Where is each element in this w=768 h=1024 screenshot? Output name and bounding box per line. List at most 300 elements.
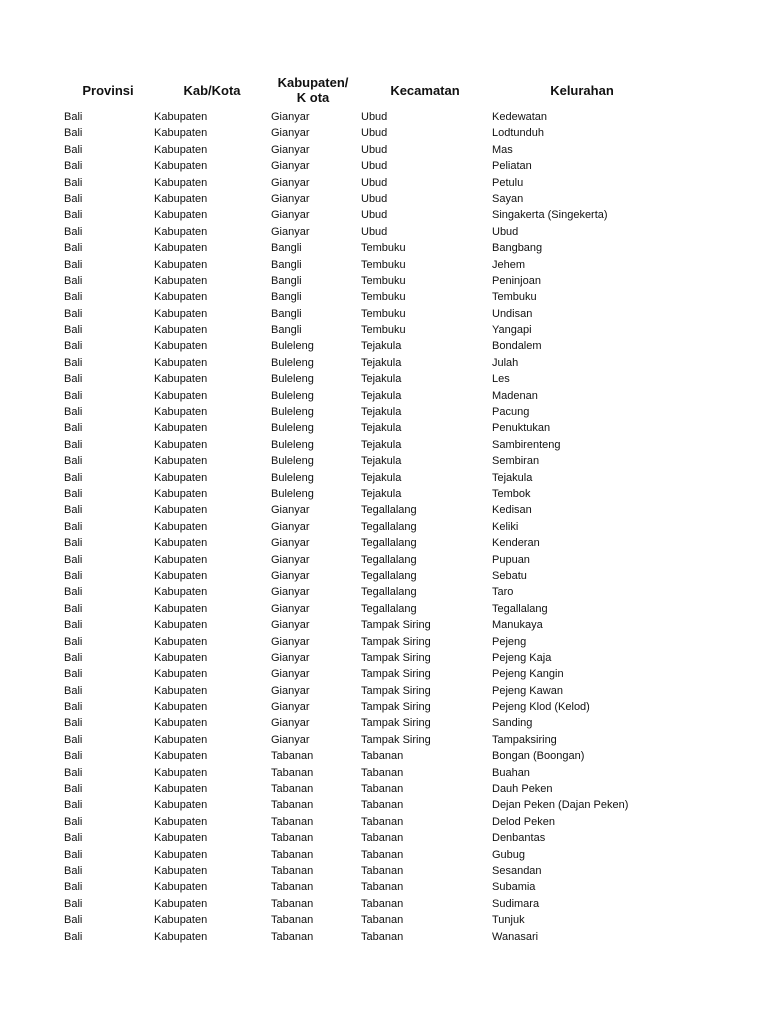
cell-provinsi: Bali (64, 750, 83, 763)
cell-kelurahan: Singakerta (Singekerta) (492, 209, 608, 222)
table-row (0, 634, 768, 650)
cell-kecamatan: Tampak Siring (361, 701, 431, 714)
cell-kelurahan: Denbantas (492, 832, 546, 845)
cell-kelurahan: Subamia (492, 881, 536, 894)
table-row (0, 601, 768, 617)
cell-provinsi: Bali (64, 422, 83, 435)
cell-kabupaten: Tabanan (271, 848, 314, 861)
cell-kabupaten: Tabanan (271, 914, 314, 927)
cell-kabupaten: Buleleng (271, 373, 314, 386)
cell-provinsi: Bali (64, 307, 83, 320)
cell-kelurahan: Tegallalang (492, 602, 548, 615)
cell-kelurahan: Tunjuk (492, 914, 525, 927)
cell-kab-kota: Kabupaten (154, 750, 208, 763)
cell-kabupaten: Gianyar (271, 143, 310, 156)
cell-provinsi: Bali (64, 930, 83, 943)
cell-kab-kota: Kabupaten (154, 848, 208, 861)
cell-kecamatan: Tejakula (361, 438, 402, 451)
cell-provinsi: Bali (64, 602, 83, 615)
table-row (0, 781, 768, 797)
cell-kab-kota: Kabupaten (154, 619, 208, 632)
table-row (0, 683, 768, 699)
cell-kecamatan: Tegallalang (361, 537, 417, 550)
cell-kab-kota: Kabupaten (154, 684, 208, 697)
cell-kabupaten: Buleleng (271, 356, 314, 369)
cell-kecamatan: Ubud (361, 111, 388, 123)
table-row (0, 453, 768, 469)
cell-kab-kota: Kabupaten (154, 406, 208, 419)
cell-kabupaten: Tabanan (271, 815, 314, 828)
cell-kecamatan: Tampak Siring (361, 717, 431, 730)
header-kabupaten-kota (268, 72, 358, 108)
cell-kelurahan: Penuktukan (492, 422, 551, 435)
cell-kelurahan: Delod Peken (492, 815, 555, 828)
header-kecamatan: Kecamatan (390, 82, 460, 98)
cell-kab-kota: Kabupaten (154, 209, 208, 222)
table-row (0, 470, 768, 486)
cell-kecamatan: Ubud (361, 143, 388, 156)
cell-kelurahan: Gubug (492, 848, 526, 861)
cell-provinsi: Bali (64, 176, 83, 189)
cell-kecamatan: Tampak Siring (361, 651, 431, 664)
table-row (0, 666, 768, 682)
cell-kelurahan: Bangbang (492, 242, 543, 255)
cell-kab-kota: Kabupaten (154, 422, 208, 435)
cell-kecamatan: Ubud (361, 176, 388, 189)
cell-kab-kota: Kabupaten (154, 192, 208, 205)
cell-kecamatan: Tembuku (361, 242, 406, 255)
cell-kabupaten: Gianyar (271, 209, 310, 222)
cell-kabupaten: Tabanan (271, 799, 314, 812)
cell-kecamatan: Ubud (361, 209, 388, 222)
cell-kab-kota: Kabupaten (154, 455, 208, 468)
table-row (0, 224, 768, 240)
cell-kab-kota: Kabupaten (154, 389, 208, 402)
cell-provinsi: Bali (64, 389, 83, 402)
cell-kab-kota: Kabupaten (154, 438, 208, 451)
cell-kelurahan: Wanasari (492, 930, 539, 943)
cell-kecamatan: Tejakula (361, 389, 402, 402)
cell-kabupaten: Gianyar (271, 160, 310, 173)
cell-kecamatan: Tejakula (361, 422, 402, 435)
cell-kelurahan: Bondalem (492, 340, 542, 353)
cell-provinsi: Bali (64, 324, 83, 337)
table-row (0, 322, 768, 338)
cell-provinsi: Bali (64, 717, 83, 730)
table-row (0, 765, 768, 781)
cell-kecamatan: Tabanan (361, 783, 404, 796)
cell-provinsi: Bali (64, 160, 83, 173)
cell-kabupaten: Bangli (271, 324, 302, 337)
cell-kab-kota: Kabupaten (154, 766, 208, 779)
cell-provinsi: Bali (64, 192, 83, 205)
cell-kecamatan: Tegallalang (361, 586, 417, 599)
cell-kelurahan: Sanding (492, 717, 533, 730)
cell-provinsi: Bali (64, 701, 83, 714)
table-row (0, 109, 768, 125)
cell-kecamatan: Tampak Siring (361, 668, 431, 681)
cell-kecamatan: Tampak Siring (361, 619, 431, 632)
cell-kab-kota: Kabupaten (154, 864, 208, 877)
cell-provinsi: Bali (64, 897, 83, 910)
cell-kelurahan: Madenan (492, 389, 538, 402)
cell-kabupaten: Gianyar (271, 733, 310, 746)
cell-kabupaten: Gianyar (271, 569, 310, 582)
cell-kecamatan: Tampak Siring (361, 635, 431, 648)
cell-kab-kota: Kabupaten (154, 307, 208, 320)
cell-provinsi: Bali (64, 783, 83, 796)
cell-kabupaten: Gianyar (271, 619, 310, 632)
cell-kelurahan: Jehem (492, 258, 526, 271)
cell-kabupaten: Bangli (271, 242, 302, 255)
cell-kabupaten: Buleleng (271, 455, 314, 468)
cell-kab-kota: Kabupaten (154, 701, 208, 714)
cell-kecamatan: Tejakula (361, 340, 402, 353)
cell-kelurahan: Les (492, 373, 510, 386)
cell-kab-kota: Kabupaten (154, 291, 208, 304)
table-row (0, 552, 768, 568)
cell-kelurahan: Bongan (Boongan) (492, 750, 585, 763)
cell-kelurahan: Yangapi (492, 324, 532, 337)
cell-kelurahan: Kedisan (492, 504, 532, 517)
cell-kabupaten: Tabanan (271, 766, 314, 779)
cell-kelurahan: Sesandan (492, 864, 542, 877)
cell-kelurahan: Mas (492, 143, 513, 156)
cell-kabupaten: Bangli (271, 307, 302, 320)
cell-kab-kota: Kabupaten (154, 274, 208, 287)
cell-provinsi: Bali (64, 881, 83, 894)
cell-provinsi: Bali (64, 127, 83, 140)
cell-kecamatan: Tabanan (361, 799, 404, 812)
cell-provinsi: Bali (64, 569, 83, 582)
cell-kabupaten: Gianyar (271, 504, 310, 517)
cell-kabupaten: Buleleng (271, 438, 314, 451)
cell-provinsi: Bali (64, 504, 83, 517)
cell-provinsi: Bali (64, 553, 83, 566)
cell-kecamatan: Tabanan (361, 897, 404, 910)
cell-kecamatan: Tejakula (361, 406, 402, 419)
cell-kab-kota: Kabupaten (154, 586, 208, 599)
cell-kelurahan: Julah (492, 356, 519, 369)
table-row (0, 535, 768, 551)
cell-kecamatan: Tembuku (361, 258, 406, 271)
cell-kelurahan: Sayan (492, 192, 524, 205)
table-row (0, 748, 768, 764)
cell-kabupaten: Gianyar (271, 225, 310, 238)
cell-provinsi: Bali (64, 209, 83, 222)
cell-kelurahan: Manukaya (492, 619, 543, 632)
cell-kabupaten: Buleleng (271, 389, 314, 402)
cell-kabupaten: Buleleng (271, 471, 314, 484)
table-row (0, 519, 768, 535)
cell-provinsi: Bali (64, 651, 83, 664)
cell-kelurahan: Dauh Peken (492, 783, 553, 796)
cell-kabupaten: Gianyar (271, 717, 310, 730)
cell-kab-kota: Kabupaten (154, 324, 208, 337)
cell-kabupaten: Tabanan (271, 864, 314, 877)
cell-kab-kota: Kabupaten (154, 602, 208, 615)
cell-kelurahan: Pejeng Kaja (492, 651, 552, 664)
cell-kab-kota: Kabupaten (154, 832, 208, 845)
cell-kelurahan: Pejeng Klod (Kelod) (492, 701, 590, 714)
cell-kecamatan: Tabanan (361, 832, 404, 845)
table-row (0, 404, 768, 420)
table-row (0, 355, 768, 371)
cell-kab-kota: Kabupaten (154, 176, 208, 189)
cell-provinsi: Bali (64, 471, 83, 484)
cell-kelurahan: Buahan (492, 766, 530, 779)
cell-kecamatan: Tejakula (361, 373, 402, 386)
table-row (0, 486, 768, 502)
cell-kab-kota: Kabupaten (154, 914, 208, 927)
cell-provinsi: Bali (64, 586, 83, 599)
cell-kabupaten: Gianyar (271, 586, 310, 599)
table-row (0, 568, 768, 584)
table-row (0, 125, 768, 141)
cell-kab-kota: Kabupaten (154, 635, 208, 648)
cell-kelurahan: Pupuan (492, 553, 530, 566)
cell-kabupaten: Buleleng (271, 406, 314, 419)
cell-provinsi: Bali (64, 373, 83, 386)
table-row (0, 830, 768, 846)
cell-kelurahan: Sudimara (492, 897, 540, 910)
cell-kabupaten: Gianyar (271, 127, 310, 140)
table-row (0, 207, 768, 223)
cell-kecamatan: Tabanan (361, 930, 404, 943)
cell-kecamatan: Ubud (361, 225, 388, 238)
cell-kelurahan: Keliki (492, 520, 519, 533)
cell-kecamatan: Tembuku (361, 324, 406, 337)
cell-kelurahan: Tejakula (492, 471, 533, 484)
cell-kelurahan: Lodtunduh (492, 127, 544, 140)
cell-provinsi: Bali (64, 143, 83, 156)
table-row (0, 257, 768, 273)
cell-kelurahan: Tembok (492, 487, 531, 500)
cell-kecamatan: Ubud (361, 192, 388, 205)
cell-kelurahan: Peliatan (492, 160, 532, 173)
cell-kabupaten: Gianyar (271, 602, 310, 615)
cell-kab-kota: Kabupaten (154, 340, 208, 353)
cell-kecamatan: Tampak Siring (361, 733, 431, 746)
cell-kabupaten: Tabanan (271, 881, 314, 894)
cell-kecamatan: Tembuku (361, 274, 406, 287)
cell-kab-kota: Kabupaten (154, 783, 208, 796)
cell-kabupaten: Buleleng (271, 422, 314, 435)
cell-kabupaten: Gianyar (271, 553, 310, 566)
cell-kab-kota: Kabupaten (154, 799, 208, 812)
cell-kelurahan: Undisan (492, 307, 533, 320)
cell-kelurahan: Sembiran (492, 455, 540, 468)
cell-kabupaten: Bangli (271, 291, 302, 304)
cell-kelurahan: Tampaksiring (492, 733, 557, 746)
cell-kab-kota: Kabupaten (154, 881, 208, 894)
cell-kab-kota: Kabupaten (154, 930, 208, 943)
cell-kabupaten: Gianyar (271, 111, 310, 123)
table-row (0, 584, 768, 600)
table-row (0, 502, 768, 518)
table-row (0, 715, 768, 731)
cell-provinsi: Bali (64, 520, 83, 533)
cell-kabupaten: Gianyar (271, 684, 310, 697)
table-row (0, 617, 768, 633)
table-row (0, 912, 768, 928)
cell-kabupaten: Gianyar (271, 651, 310, 664)
cell-provinsi: Bali (64, 848, 83, 861)
table-row (0, 240, 768, 256)
cell-kecamatan: Tegallalang (361, 602, 417, 615)
cell-kab-kota: Kabupaten (154, 258, 208, 271)
table-row (0, 863, 768, 879)
cell-kecamatan: Tembuku (361, 291, 406, 304)
table-row (0, 929, 768, 945)
table-row (0, 437, 768, 453)
cell-provinsi: Bali (64, 274, 83, 287)
cell-kecamatan: Tegallalang (361, 553, 417, 566)
header-kelurahan: Kelurahan (550, 82, 614, 98)
cell-kabupaten: Gianyar (271, 520, 310, 533)
cell-kecamatan: Tembuku (361, 307, 406, 320)
cell-kelurahan: Pacung (492, 406, 530, 419)
cell-provinsi: Bali (64, 455, 83, 468)
cell-kab-kota: Kabupaten (154, 733, 208, 746)
cell-kab-kota: Kabupaten (154, 471, 208, 484)
cell-kabupaten: Gianyar (271, 635, 310, 648)
table-row (0, 420, 768, 436)
cell-provinsi: Bali (64, 864, 83, 877)
cell-provinsi: Bali (64, 406, 83, 419)
cell-kabupaten: Buleleng (271, 340, 314, 353)
cell-kecamatan: Tejakula (361, 487, 402, 500)
cell-kecamatan: Tejakula (361, 455, 402, 468)
table-row (0, 847, 768, 863)
cell-provinsi: Bali (64, 258, 83, 271)
cell-kab-kota: Kabupaten (154, 537, 208, 550)
header-kab-kota: Kab/Kota (183, 82, 241, 98)
cell-kecamatan: Tabanan (361, 766, 404, 779)
table-row (0, 732, 768, 748)
cell-provinsi: Bali (64, 832, 83, 845)
cell-kab-kota: Kabupaten (154, 242, 208, 255)
cell-kabupaten: Tabanan (271, 832, 314, 845)
cell-kelurahan: Taro (492, 586, 514, 599)
cell-provinsi: Bali (64, 225, 83, 238)
cell-kelurahan: Tembuku (492, 291, 537, 304)
cell-kab-kota: Kabupaten (154, 356, 208, 369)
cell-kecamatan: Tegallalang (361, 504, 417, 517)
cell-kecamatan: Tejakula (361, 356, 402, 369)
cell-provinsi: Bali (64, 668, 83, 681)
table-row (0, 273, 768, 289)
cell-kabupaten: Buleleng (271, 487, 314, 500)
table-row (0, 797, 768, 813)
cell-provinsi: Bali (64, 242, 83, 255)
cell-kecamatan: Ubud (361, 127, 388, 140)
table-row (0, 142, 768, 158)
cell-provinsi: Bali (64, 619, 83, 632)
cell-provinsi: Bali (64, 291, 83, 304)
cell-kabupaten: Gianyar (271, 701, 310, 714)
cell-kecamatan: Tabanan (361, 848, 404, 861)
cell-provinsi: Bali (64, 815, 83, 828)
cell-provinsi: Bali (64, 111, 83, 123)
table-row (0, 191, 768, 207)
header-provinsi: Provinsi (82, 82, 134, 98)
cell-kecamatan: Tampak Siring (361, 684, 431, 697)
cell-kelurahan: Pejeng (492, 635, 527, 648)
table-row (0, 650, 768, 666)
cell-kelurahan: Petulu (492, 176, 524, 189)
table-row (0, 371, 768, 387)
cell-kelurahan: Ubud (492, 225, 519, 238)
table-row (0, 388, 768, 404)
cell-kabupaten: Bangli (271, 274, 302, 287)
cell-kabupaten: Gianyar (271, 192, 310, 205)
table-row (0, 175, 768, 191)
cell-kelurahan: Pejeng Kangin (492, 668, 564, 681)
cell-provinsi: Bali (64, 340, 83, 353)
cell-kecamatan: Tabanan (361, 864, 404, 877)
cell-provinsi: Bali (64, 733, 83, 746)
cell-kab-kota: Kabupaten (154, 373, 208, 386)
cell-provinsi: Bali (64, 799, 83, 812)
cell-kabupaten: Tabanan (271, 750, 314, 763)
cell-provinsi: Bali (64, 537, 83, 550)
cell-kecamatan: Tegallalang (361, 569, 417, 582)
cell-kab-kota: Kabupaten (154, 487, 208, 500)
cell-kab-kota: Kabupaten (154, 553, 208, 566)
table-row (0, 879, 768, 895)
table-row (0, 158, 768, 174)
cell-kabupaten: Gianyar (271, 537, 310, 550)
header-kabupaten-kota-text: Kabupaten/K ota (277, 75, 349, 105)
cell-kab-kota: Kabupaten (154, 651, 208, 664)
table-row (0, 699, 768, 715)
cell-kab-kota: Kabupaten (154, 111, 208, 123)
cell-kabupaten: Gianyar (271, 668, 310, 681)
cell-kabupaten: Bangli (271, 258, 302, 271)
cell-kab-kota: Kabupaten (154, 520, 208, 533)
cell-kecamatan: Tabanan (361, 881, 404, 894)
table-row (0, 306, 768, 322)
cell-kabupaten: Gianyar (271, 176, 310, 189)
cell-kecamatan: Tabanan (361, 815, 404, 828)
cell-kab-kota: Kabupaten (154, 143, 208, 156)
cell-kabupaten: Tabanan (271, 783, 314, 796)
cell-provinsi: Bali (64, 635, 83, 648)
cell-kab-kota: Kabupaten (154, 225, 208, 238)
table-row (0, 289, 768, 305)
cell-kecamatan: Tejakula (361, 471, 402, 484)
cell-kelurahan: Dejan Peken (Dajan Peken) (492, 799, 629, 812)
cell-kab-kota: Kabupaten (154, 569, 208, 582)
cell-kelurahan: Sebatu (492, 569, 527, 582)
table-body (0, 109, 768, 945)
cell-provinsi: Bali (64, 766, 83, 779)
cell-kecamatan: Tabanan (361, 750, 404, 763)
cell-kelurahan: Peninjoan (492, 274, 541, 287)
cell-kelurahan: Kenderan (492, 537, 540, 550)
cell-provinsi: Bali (64, 438, 83, 451)
cell-kelurahan: Pejeng Kawan (492, 684, 563, 697)
cell-kab-kota: Kabupaten (154, 815, 208, 828)
cell-provinsi: Bali (64, 914, 83, 927)
cell-kab-kota: Kabupaten (154, 127, 208, 140)
cell-kab-kota: Kabupaten (154, 668, 208, 681)
cell-kab-kota: Kabupaten (154, 160, 208, 173)
table-row (0, 338, 768, 354)
cell-kecamatan: Tegallalang (361, 520, 417, 533)
cell-kecamatan: Tabanan (361, 914, 404, 927)
